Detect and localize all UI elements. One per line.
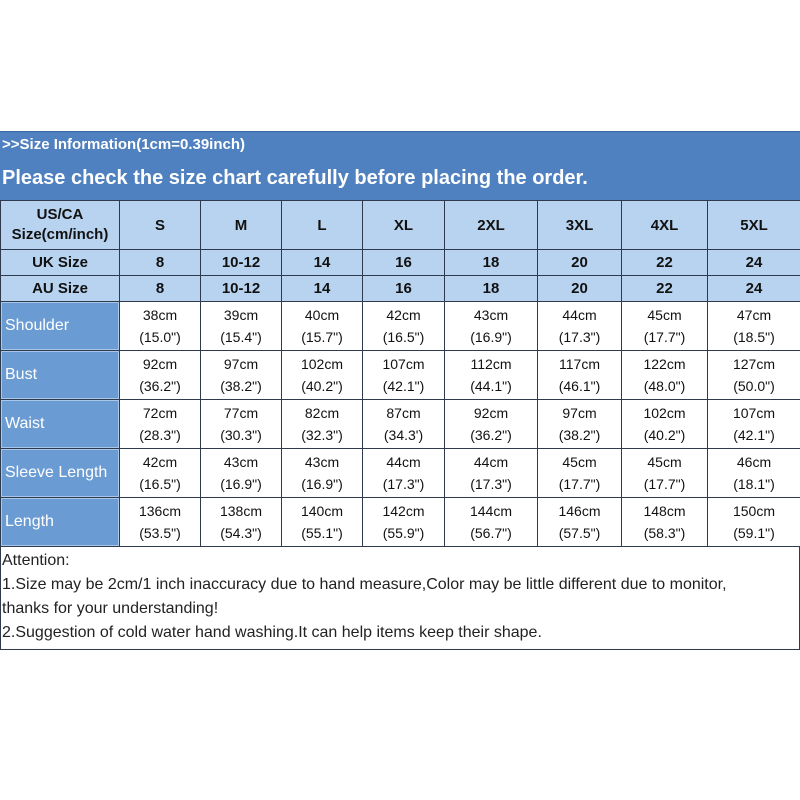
value-cm: 44cm bbox=[386, 454, 421, 470]
value-inch: (48.0") bbox=[643, 378, 686, 394]
value-cm: 43cm bbox=[223, 454, 259, 470]
measurement-row bbox=[1, 449, 800, 498]
value-cm: 140cm bbox=[300, 503, 344, 519]
value-inch: (32.3") bbox=[301, 427, 343, 443]
value-inch: (17.3") bbox=[382, 476, 425, 492]
size-header-cell: 2XL bbox=[445, 201, 538, 250]
uk-size-row bbox=[1, 250, 800, 276]
uk-size-cell: 22 bbox=[622, 250, 708, 276]
value-inch: (59.1") bbox=[733, 525, 775, 541]
measurement-label: Bust bbox=[1, 351, 120, 400]
value-cm: 40cm bbox=[304, 307, 340, 323]
value-cm: 72cm bbox=[142, 405, 178, 421]
value-cm: 42cm bbox=[386, 307, 421, 323]
value-cm: 142cm bbox=[382, 503, 425, 519]
measurement-cell bbox=[201, 498, 282, 547]
value-cm: 107cm bbox=[732, 405, 776, 421]
value-inch: (56.7") bbox=[470, 525, 512, 541]
measurement-cell bbox=[445, 498, 538, 547]
attention-line-2: thanks for your understanding! bbox=[2, 600, 219, 617]
value-cm: 82cm bbox=[304, 405, 340, 421]
measurement-row bbox=[1, 351, 800, 400]
measurement-cell bbox=[120, 302, 201, 351]
value-inch: (38.2") bbox=[558, 427, 601, 443]
value-cm: 39cm bbox=[223, 307, 259, 323]
au-size-cell: 24 bbox=[708, 276, 800, 302]
value-inch: (18.5") bbox=[733, 329, 775, 345]
value-cm: 117cm bbox=[559, 356, 600, 372]
value-cm: 102cm bbox=[643, 405, 686, 421]
measurement-cell bbox=[708, 400, 800, 449]
value-inch: (17.7") bbox=[558, 476, 601, 492]
value-inch: (16.5") bbox=[139, 476, 181, 492]
measurement-cell bbox=[622, 302, 708, 351]
measurement-cell bbox=[363, 400, 445, 449]
value-inch: (15.0") bbox=[139, 329, 181, 345]
value-cm: 148cm bbox=[643, 503, 686, 519]
value-inch: (53.5") bbox=[139, 525, 181, 541]
value-inch: (50.0") bbox=[733, 378, 775, 394]
uk-size-cell: 10-12 bbox=[201, 250, 282, 276]
measurement-cell bbox=[708, 449, 800, 498]
measurement-label: Shoulder bbox=[1, 302, 120, 351]
measurement-cell bbox=[538, 449, 622, 498]
attention-notes bbox=[0, 547, 800, 650]
measurement-cell bbox=[282, 449, 363, 498]
measurement-label: Length bbox=[1, 498, 120, 547]
value-inch: (44.1") bbox=[470, 378, 512, 394]
measurement-cell bbox=[708, 302, 800, 351]
size-header-cell: 5XL bbox=[708, 201, 800, 250]
measurement-cell bbox=[363, 449, 445, 498]
measurement-cell bbox=[120, 449, 201, 498]
value-inch: (16.9") bbox=[470, 329, 512, 345]
uk-size-cell: 14 bbox=[282, 250, 363, 276]
measurement-cell bbox=[201, 400, 282, 449]
size-header-cell: S bbox=[120, 201, 201, 250]
measurement-cell bbox=[445, 302, 538, 351]
value-inch: (46.1") bbox=[558, 378, 601, 394]
value-inch: (55.9") bbox=[382, 525, 425, 541]
size-corner-label: US/CA Size(cm/inch) bbox=[1, 201, 120, 250]
value-inch: (54.3") bbox=[220, 525, 262, 541]
value-inch: (40.2") bbox=[643, 427, 686, 443]
au-size-cell: 8 bbox=[120, 276, 201, 302]
value-cm: 144cm bbox=[469, 503, 513, 519]
value-inch: (30.3") bbox=[220, 427, 262, 443]
measurement-cell bbox=[120, 351, 201, 400]
measurement-cell bbox=[363, 351, 445, 400]
value-inch: (36.2") bbox=[139, 378, 181, 394]
measurement-cell bbox=[120, 400, 201, 449]
value-cm: 97cm bbox=[223, 356, 259, 372]
value-cm: 87cm bbox=[386, 405, 421, 421]
value-cm: 127cm bbox=[732, 356, 776, 372]
au-size-label: AU Size bbox=[1, 276, 120, 302]
au-size-cell: 16 bbox=[363, 276, 445, 302]
measurement-cell bbox=[282, 400, 363, 449]
value-inch: (18.1") bbox=[733, 476, 775, 492]
measurement-cell bbox=[622, 498, 708, 547]
measurement-cell bbox=[622, 449, 708, 498]
uk-size-cell: 24 bbox=[708, 250, 800, 276]
value-inch: (38.2") bbox=[220, 378, 262, 394]
value-inch: (17.7") bbox=[643, 476, 686, 492]
value-inch: (15.4") bbox=[220, 329, 262, 345]
au-size-cell: 14 bbox=[282, 276, 363, 302]
value-inch: (28.3") bbox=[139, 427, 181, 443]
measurement-cell bbox=[201, 351, 282, 400]
au-size-cell: 18 bbox=[445, 276, 538, 302]
value-cm: 150cm bbox=[732, 503, 776, 519]
value-cm: 102cm bbox=[300, 356, 344, 372]
value-inch: (16.9") bbox=[301, 476, 343, 492]
value-inch: (40.2") bbox=[301, 378, 343, 394]
value-cm: 92cm bbox=[142, 356, 178, 372]
measurement-cell bbox=[538, 302, 622, 351]
value-cm: 107cm bbox=[382, 356, 425, 372]
measurement-cell bbox=[363, 302, 445, 351]
size-header-row bbox=[1, 201, 800, 250]
measurement-cell bbox=[708, 498, 800, 547]
value-cm: 44cm bbox=[473, 454, 509, 470]
measurement-cell bbox=[120, 498, 201, 547]
value-cm: 46cm bbox=[736, 454, 772, 470]
size-header-cell: L bbox=[282, 201, 363, 250]
uk-size-cell: 16 bbox=[363, 250, 445, 276]
au-size-cell: 22 bbox=[622, 276, 708, 302]
value-cm: 122cm bbox=[643, 356, 686, 372]
measurement-row bbox=[1, 302, 800, 351]
value-inch: (17.3") bbox=[470, 476, 512, 492]
measurement-row bbox=[1, 400, 800, 449]
measurement-label: Waist bbox=[1, 400, 120, 449]
value-cm: 45cm bbox=[562, 454, 597, 470]
measurement-cell bbox=[622, 351, 708, 400]
measurement-cell bbox=[538, 351, 622, 400]
size-chart-notice: Please check the size chart carefully before placing the order. bbox=[2, 167, 588, 189]
measurement-label: Sleeve Length bbox=[1, 449, 120, 498]
value-cm: 77cm bbox=[223, 405, 259, 421]
value-inch: (55.1") bbox=[301, 525, 343, 541]
value-cm: 45cm bbox=[647, 454, 682, 470]
measurement-cell bbox=[201, 302, 282, 351]
value-cm: 136cm bbox=[138, 503, 182, 519]
measurement-cell bbox=[538, 400, 622, 449]
uk-size-cell: 8 bbox=[120, 250, 201, 276]
au-size-row bbox=[1, 276, 800, 302]
uk-size-cell: 20 bbox=[538, 250, 622, 276]
value-cm: 92cm bbox=[473, 405, 509, 421]
size-header-cell: 4XL bbox=[622, 201, 708, 250]
measurement-cell bbox=[445, 351, 538, 400]
attention-title: Attention: bbox=[2, 552, 70, 569]
measurement-row bbox=[1, 498, 800, 547]
value-inch: (17.3") bbox=[558, 329, 601, 345]
value-inch: (15.7") bbox=[301, 329, 343, 345]
measurement-cell bbox=[282, 302, 363, 351]
value-inch: (34.3') bbox=[383, 427, 424, 443]
value-cm: 43cm bbox=[473, 307, 509, 323]
value-cm: 47cm bbox=[736, 307, 772, 323]
measurement-cell bbox=[445, 400, 538, 449]
value-inch: (57.5") bbox=[558, 525, 601, 541]
size-header-cell: M bbox=[201, 201, 282, 250]
value-inch: (58.3") bbox=[643, 525, 686, 541]
value-cm: 112cm bbox=[470, 356, 512, 372]
value-cm: 44cm bbox=[562, 307, 597, 323]
value-cm: 43cm bbox=[304, 454, 340, 470]
title-banner bbox=[0, 131, 800, 200]
value-cm: 146cm bbox=[558, 503, 601, 519]
measurement-cell bbox=[282, 351, 363, 400]
size-header-cell: XL bbox=[363, 201, 445, 250]
value-inch: (16.5") bbox=[382, 329, 425, 345]
value-cm: 42cm bbox=[142, 454, 178, 470]
value-cm: 45cm bbox=[647, 307, 682, 323]
measurement-cell bbox=[622, 400, 708, 449]
value-inch: (17.7") bbox=[643, 329, 686, 345]
size-table bbox=[0, 200, 800, 547]
au-size-cell: 10-12 bbox=[201, 276, 282, 302]
attention-line-1: 1.Size may be 2cm/1 inch inaccuracy due to hand measure,Color may be little different due to monitor, bbox=[2, 576, 727, 593]
au-size-cell: 20 bbox=[538, 276, 622, 302]
value-inch: (42.1") bbox=[733, 427, 775, 443]
value-cm: 97cm bbox=[562, 405, 597, 421]
uk-size-cell: 18 bbox=[445, 250, 538, 276]
uk-size-label: UK Size bbox=[1, 250, 120, 276]
measurement-cell bbox=[363, 498, 445, 547]
value-inch: (16.9") bbox=[220, 476, 262, 492]
value-inch: (36.2") bbox=[470, 427, 512, 443]
value-inch: (42.1") bbox=[382, 378, 425, 394]
measurement-cell bbox=[538, 498, 622, 547]
value-cm: 38cm bbox=[142, 307, 178, 323]
value-cm: 138cm bbox=[219, 503, 263, 519]
size-header-cell: 3XL bbox=[538, 201, 622, 250]
size-info-heading: >>Size Information(1cm=0.39inch) bbox=[2, 136, 245, 153]
size-chart bbox=[0, 131, 800, 650]
measurement-cell bbox=[708, 351, 800, 400]
measurement-cell bbox=[445, 449, 538, 498]
measurement-cell bbox=[201, 449, 282, 498]
attention-line-3: 2.Suggestion of cold water hand washing.It can help items keep their shape. bbox=[2, 624, 542, 641]
measurement-cell bbox=[282, 498, 363, 547]
